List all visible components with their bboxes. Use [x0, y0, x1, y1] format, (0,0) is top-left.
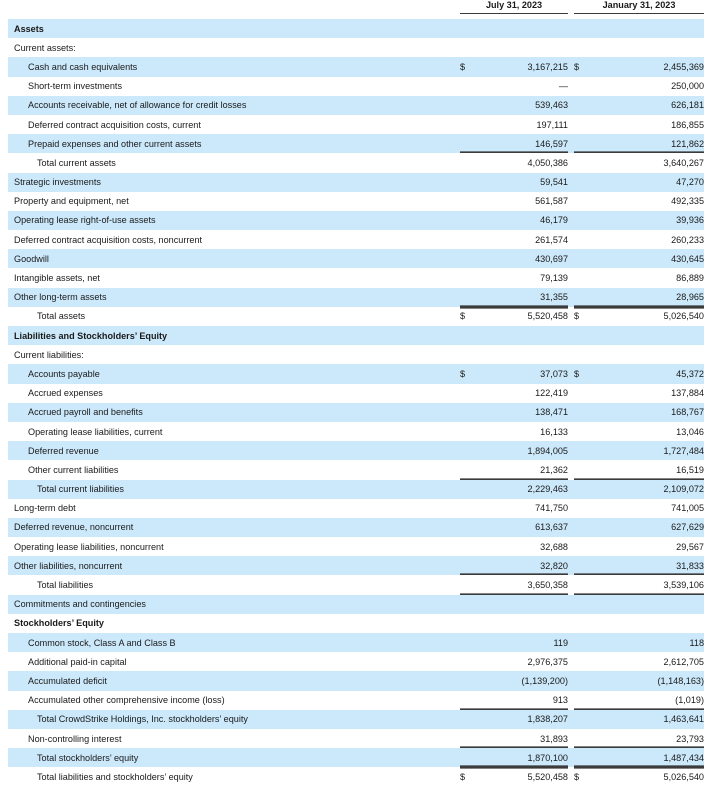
row-label: Non-controlling interest [28, 733, 122, 744]
value-period-2: 1,727,484 [590, 441, 704, 460]
value-period-2: 2,109,072 [590, 480, 704, 499]
row-label: Operating lease liabilities, current [28, 426, 163, 437]
currency-symbol-period-2 [574, 153, 590, 172]
value-period-1: 613,637 [476, 518, 568, 537]
table-header [8, 0, 704, 19]
table-row [8, 537, 704, 556]
table-row [8, 614, 704, 633]
value-period-1: 31,893 [476, 729, 568, 748]
table-row [8, 173, 704, 192]
row-label: Additional paid-in capital [28, 656, 127, 667]
table-row [8, 364, 704, 383]
row-label: Total liabilities and stockholders’ equity [37, 771, 193, 782]
value-period-2: 3,640,267 [663, 157, 704, 168]
row-label: Total CrowdStrike Holdings, Inc. stockholders’ equity [8, 710, 460, 729]
value-period-1: 1,870,100 [476, 748, 568, 767]
currency-symbol-period-2 [574, 192, 590, 211]
value-period-2: 23,793 [590, 729, 704, 748]
value-period-1: 3,650,358 [476, 575, 568, 594]
value-period-1: 3,167,215 [476, 57, 568, 76]
currency-symbol-period-2 [574, 288, 590, 307]
row-label: Strategic investments [8, 173, 460, 192]
row-label: Long-term debt [14, 503, 76, 514]
table-row [8, 499, 704, 518]
currency-symbol-period-1 [460, 77, 476, 96]
currency-symbol-period-2 [574, 403, 590, 422]
currency-symbol-period-1 [460, 518, 476, 537]
row-label: Operating lease right-of-use assets [8, 211, 460, 230]
value-period-1: 21,362 [476, 460, 568, 479]
currency-symbol-period-1: $ [460, 307, 476, 326]
table-row [8, 57, 704, 76]
currency-symbol-period-1 [460, 115, 476, 134]
value-period-1: (1,139,200) [476, 671, 568, 690]
currency-symbol-period-2: $ [574, 57, 590, 76]
currency-symbol-period-2 [574, 633, 590, 652]
currency-symbol-period-1 [460, 460, 476, 479]
currency-symbol-period-2 [574, 422, 590, 441]
currency-symbol-period-1 [460, 230, 476, 249]
row-label: Total assets [37, 311, 86, 322]
value-period-1: 32,820 [476, 556, 568, 575]
currency-symbol-period-2 [574, 518, 590, 537]
currency-symbol-period-2 [574, 249, 590, 268]
currency-symbol-period-2 [574, 556, 590, 575]
row-label: Accrued expenses [28, 388, 103, 399]
currency-symbol-period-2 [574, 345, 590, 364]
row-label: Property and equipment, net [14, 196, 129, 207]
currency-symbol-period-1 [460, 691, 476, 710]
row-label: Common stock, Class A and Class B [8, 633, 460, 652]
row-label: Goodwill [8, 249, 460, 268]
table-row [8, 19, 704, 38]
currency-symbol-period-2 [574, 748, 590, 767]
value-period-2: 5,026,540 [590, 307, 704, 326]
table-row [8, 575, 704, 594]
row-label: Accumulated deficit [8, 671, 460, 690]
row-label: Accounts payable [8, 364, 460, 383]
table-row [8, 422, 704, 441]
value-period-1: 2,229,463 [476, 480, 568, 499]
value-period-1: 430,697 [476, 249, 568, 268]
value-period-1 [476, 345, 568, 364]
value-period-1: 79,139 [540, 273, 568, 284]
table-row [8, 115, 704, 134]
row-label: Intangible assets, net [14, 273, 100, 284]
currency-symbol-period-1 [460, 441, 476, 460]
row-label: Total stockholders’ equity [8, 748, 460, 767]
table-row [8, 652, 704, 671]
currency-symbol-period-1 [460, 153, 476, 172]
table-row [8, 77, 704, 96]
table-row [8, 595, 704, 614]
balance-sheet-table [8, 0, 704, 787]
currency-symbol-period-1 [460, 537, 476, 556]
currency-symbol-period-2 [574, 230, 590, 249]
currency-symbol-period-1 [460, 556, 476, 575]
currency-symbol-period-2 [574, 537, 590, 556]
currency-symbol-period-2 [574, 671, 590, 690]
currency-symbol-period-1 [460, 671, 476, 690]
currency-symbol-period-1 [460, 748, 476, 767]
currency-symbol-period-2 [574, 460, 590, 479]
currency-symbol-period-2 [574, 96, 590, 115]
value-period-1: 59,541 [476, 173, 568, 192]
value-period-1: 122,419 [535, 388, 568, 399]
table-row [8, 767, 704, 786]
currency-symbol-period-2 [574, 77, 590, 96]
value-period-2: 627,629 [590, 518, 704, 537]
value-period-2 [590, 326, 704, 345]
value-period-1 [476, 38, 568, 57]
value-period-2: 2,612,705 [663, 656, 704, 667]
row-label: Total current assets [37, 157, 116, 168]
value-period-2: 492,335 [671, 196, 704, 207]
row-label: Current liabilities: [14, 349, 84, 360]
currency-symbol-period-1 [460, 173, 476, 192]
value-period-1: 261,574 [535, 234, 568, 245]
table-row [8, 134, 704, 153]
value-period-1: 32,688 [540, 541, 568, 552]
value-period-2: 1,463,641 [590, 710, 704, 729]
value-period-2: 5,026,540 [590, 767, 704, 786]
currency-symbol-period-1 [460, 480, 476, 499]
value-period-1: 561,587 [535, 196, 568, 207]
value-period-1: — [558, 81, 568, 92]
currency-symbol-period-1 [460, 384, 476, 403]
table-row [8, 192, 704, 211]
table-row [8, 441, 704, 460]
currency-symbol-period-2 [574, 652, 590, 671]
value-period-2: 186,855 [671, 119, 704, 130]
currency-symbol-period-2 [574, 595, 590, 614]
table-body [8, 19, 704, 787]
currency-symbol-period-1 [460, 575, 476, 594]
currency-symbol-period-2 [574, 575, 590, 594]
table-row [8, 96, 704, 115]
currency-symbol-period-2 [574, 211, 590, 230]
value-period-1: 1,894,005 [476, 441, 568, 460]
row-label: Accumulated other comprehensive income (loss) [28, 695, 225, 706]
table-row [8, 729, 704, 748]
row-label: Liabilities and Stockholders’ Equity [8, 326, 460, 345]
table-row [8, 518, 704, 537]
value-period-1 [476, 614, 568, 633]
value-period-2: 29,567 [676, 541, 704, 552]
value-period-2: 137,884 [671, 388, 704, 399]
value-period-1: 4,050,386 [527, 157, 568, 168]
currency-symbol-period-1 [460, 19, 476, 38]
value-period-2 [590, 19, 704, 38]
row-label: Deferred revenue, noncurrent [8, 518, 460, 537]
currency-symbol-period-2 [574, 614, 590, 633]
currency-symbol-period-1 [460, 403, 476, 422]
value-period-2: (1,019) [590, 691, 704, 710]
currency-symbol-period-2 [574, 326, 590, 345]
value-period-2: 741,005 [671, 503, 704, 514]
currency-symbol-period-2 [574, 115, 590, 134]
row-label: Other liabilities, noncurrent [8, 556, 460, 575]
value-period-2 [590, 345, 704, 364]
currency-symbol-period-2 [574, 19, 590, 38]
table-row [8, 671, 704, 690]
value-period-1: 2,976,375 [527, 656, 568, 667]
currency-symbol-period-1 [460, 729, 476, 748]
value-period-2: 28,965 [590, 288, 704, 307]
row-label: Prepaid expenses and other current assets [8, 134, 460, 153]
value-period-1: 37,073 [476, 364, 568, 383]
value-period-2: 250,000 [671, 81, 704, 92]
row-label: Other long-term assets [8, 288, 460, 307]
value-period-1: 1,838,207 [476, 710, 568, 729]
value-period-1: 741,750 [535, 503, 568, 514]
row-label: Accrued payroll and benefits [8, 403, 460, 422]
value-period-1: 46,179 [476, 211, 568, 230]
header-blank-cell [8, 0, 460, 14]
table-row [8, 153, 704, 172]
value-period-1 [476, 595, 568, 614]
currency-symbol-period-1 [460, 268, 476, 287]
currency-symbol-period-1 [460, 614, 476, 633]
currency-symbol-period-2 [574, 441, 590, 460]
row-label: Deferred contract acquisition costs, current [28, 119, 201, 130]
currency-symbol-period-1 [460, 249, 476, 268]
value-period-2 [590, 38, 704, 57]
header-row [8, 0, 704, 14]
table-row [8, 38, 704, 57]
currency-symbol-period-2 [574, 134, 590, 153]
table-row [8, 384, 704, 403]
value-period-1: 913 [476, 691, 568, 710]
value-period-1: 31,355 [476, 288, 568, 307]
value-period-2: 260,233 [671, 234, 704, 245]
value-period-2: 39,936 [590, 211, 704, 230]
currency-symbol-period-2 [574, 268, 590, 287]
value-period-1: 146,597 [476, 134, 568, 153]
row-label: Stockholders’ Equity [14, 618, 104, 629]
row-label: Cash and cash equivalents [8, 57, 460, 76]
value-period-2: 168,767 [590, 403, 704, 422]
table-row [8, 460, 704, 479]
value-period-1: 5,520,458 [476, 767, 568, 786]
table-row [8, 288, 704, 307]
value-period-1: 5,520,458 [476, 307, 568, 326]
value-period-1: 197,111 [536, 119, 568, 130]
value-period-2: 1,487,434 [590, 748, 704, 767]
currency-symbol-period-1 [460, 422, 476, 441]
value-period-2: 430,645 [590, 249, 704, 268]
value-period-2: 13,046 [676, 426, 704, 437]
row-label: Commitments and contingencies [8, 595, 460, 614]
currency-symbol-period-2: $ [574, 767, 590, 786]
table-row [8, 480, 704, 499]
currency-symbol-period-1: $ [460, 57, 476, 76]
value-period-1 [476, 19, 568, 38]
currency-symbol-period-1 [460, 134, 476, 153]
table-row [8, 345, 704, 364]
row-label: Total current liabilities [8, 480, 460, 499]
currency-symbol-period-1 [460, 96, 476, 115]
currency-symbol-period-2 [574, 38, 590, 57]
currency-symbol-period-1 [460, 192, 476, 211]
currency-symbol-period-1 [460, 345, 476, 364]
value-period-2: 16,519 [590, 460, 704, 479]
column-header-period-2: January 31, 2023 [574, 0, 704, 14]
value-period-2: 118 [590, 633, 704, 652]
table-row [8, 268, 704, 287]
table-row [8, 249, 704, 268]
value-period-2 [590, 595, 704, 614]
currency-symbol-period-2 [574, 729, 590, 748]
currency-symbol-period-2: $ [574, 364, 590, 383]
value-period-1: 539,463 [476, 96, 568, 115]
table-row [8, 633, 704, 652]
currency-symbol-period-2 [574, 499, 590, 518]
value-period-1: 16,133 [540, 426, 568, 437]
currency-symbol-period-2 [574, 480, 590, 499]
value-period-2: (1,148,163) [590, 671, 704, 690]
row-label: Deferred contract acquisition costs, noncurrent [14, 234, 203, 245]
table-row [8, 748, 704, 767]
row-label: Deferred revenue [8, 441, 460, 460]
currency-symbol-period-2: $ [574, 307, 590, 326]
currency-symbol-period-1: $ [460, 364, 476, 383]
row-label: Assets [8, 19, 460, 38]
row-label: Accounts receivable, net of allowance for credit losses [8, 96, 460, 115]
value-period-2: 626,181 [590, 96, 704, 115]
row-label: Operating lease liabilities, noncurrent [14, 541, 164, 552]
row-label: Other current liabilities [28, 464, 119, 475]
table-row [8, 556, 704, 575]
value-period-1: 138,471 [476, 403, 568, 422]
currency-symbol-period-1 [460, 633, 476, 652]
value-period-1 [476, 326, 568, 345]
currency-symbol-period-2 [574, 173, 590, 192]
value-period-2 [590, 614, 704, 633]
table-row [8, 230, 704, 249]
value-period-2: 121,862 [590, 134, 704, 153]
row-label: Total liabilities [37, 580, 94, 591]
currency-symbol-period-1 [460, 499, 476, 518]
currency-symbol-period-1 [460, 211, 476, 230]
table-row [8, 710, 704, 729]
currency-symbol-period-1 [460, 652, 476, 671]
currency-symbol-period-1: $ [460, 767, 476, 786]
value-period-2: 45,372 [590, 364, 704, 383]
row-label: Short-term investments [28, 81, 122, 92]
currency-symbol-period-2 [574, 691, 590, 710]
row-label: Current assets: [14, 42, 76, 53]
currency-symbol-period-1 [460, 710, 476, 729]
value-period-2: 3,539,106 [590, 575, 704, 594]
value-period-2: 2,455,369 [590, 57, 704, 76]
currency-symbol-period-1 [460, 288, 476, 307]
table-row [8, 403, 704, 422]
column-header-period-1: July 31, 2023 [460, 0, 568, 14]
value-period-2: 47,270 [590, 173, 704, 192]
table-row [8, 307, 704, 326]
value-period-1: 119 [476, 633, 568, 652]
currency-symbol-period-2 [574, 710, 590, 729]
table-row [8, 326, 704, 345]
currency-symbol-period-1 [460, 38, 476, 57]
currency-symbol-period-1 [460, 326, 476, 345]
value-period-2: 86,889 [676, 273, 704, 284]
currency-symbol-period-2 [574, 384, 590, 403]
value-period-2: 31,833 [590, 556, 704, 575]
currency-symbol-period-1 [460, 595, 476, 614]
table-row [8, 691, 704, 710]
table-row [8, 211, 704, 230]
